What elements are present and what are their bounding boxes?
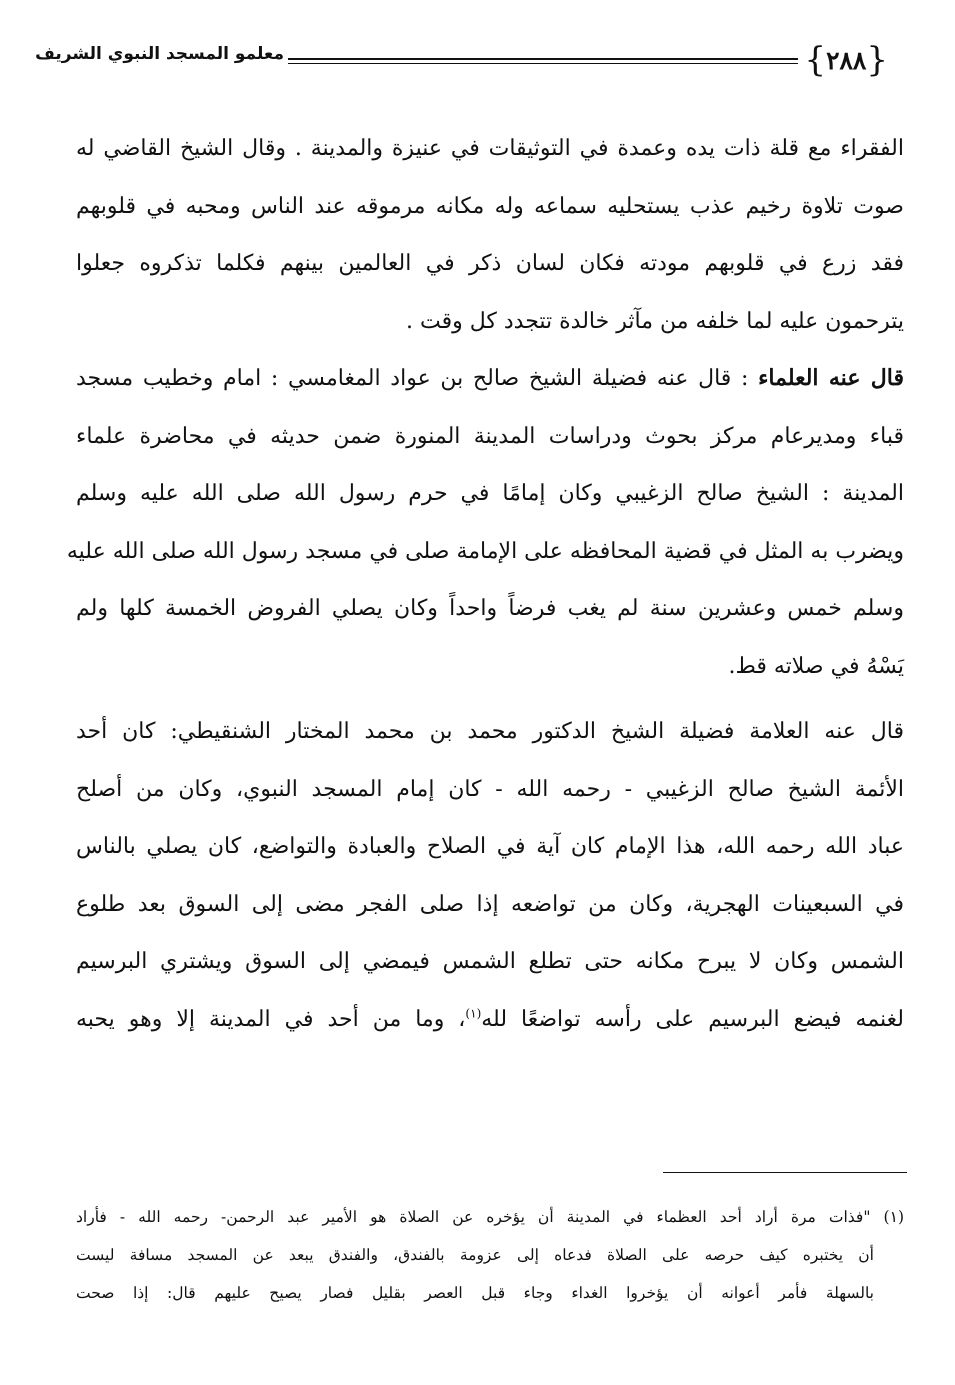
left-bracket-ornament: {: [866, 40, 888, 80]
text-span: : قال عنه فضيلة الشيخ صالح بن عواد المغامسي : امام وخطيب مسجد: [76, 366, 759, 391]
footnote-line: بالسهلة فأمر أعوانه أن يؤخروا الغداء وجاء قبل العصر بقليل فصار يصيح عليهم قال: إذا صحت: [76, 1284, 874, 1302]
footnote-separator: [663, 1172, 907, 1173]
footnote-line: [76, 1198, 904, 1236]
header-double-rule: [288, 58, 798, 60]
running-title: معلمو المسجد النبوي الشريف: [35, 44, 284, 64]
text-line: عباد الله رحمه الله، هذا الإمام كان آية في الصلاح والعبادة والتواضع، كان يصلي بالناس: [76, 834, 904, 859]
section-lead: قال عنه العلماء: [758, 365, 904, 391]
text-line: المدينة : الشيخ صالح الزغيبي وكان إمامًا في حرم رسول الله صلى الله عليه وسلم: [76, 481, 904, 506]
footnote-marker: (١): [883, 1208, 904, 1226]
text-line: يترحمون عليه لما خلفه من مآثر خالدة تتجدد كل وقت .: [406, 308, 904, 334]
text-line: الشمس وكان لا يبرح مكانه حتى تطلع الشمس فيمضي إلى السوق ويشتري البرسيم: [76, 949, 904, 974]
text-line: وسلم خمس وعشرين سنة لم يغب فرضاً واحداً وكان يصلي الفروض الخمسة كلها ولم: [76, 596, 904, 621]
footnotes: [76, 1198, 904, 1312]
text-line: قال عنه العلامة فضيلة الشيخ الدكتور محمد بن محمد المختار الشنقيطي: كان أحد: [76, 719, 904, 744]
text-span: لغنمه فيضع البرسيم على رأسه تواضعًا لله: [481, 1006, 904, 1032]
running-header: [35, 32, 900, 92]
page-number: ٢٨٨: [826, 45, 867, 75]
text-line: الأئمة الشيخ صالح الزغيبي - رحمه الله - كان إمام المسجد النبوي، وكان من أصلح: [76, 776, 904, 802]
main-text: [66, 120, 904, 1048]
text-line: يَسْهُ في صلاته قط.: [728, 653, 904, 679]
text-line: فقد زرع في قلوبهم مودته فكان لسان ذكر في العالمين بينهم فكلما تذكروه جعلوا: [76, 251, 904, 276]
footnote-reference[interactable]: (١): [465, 1006, 482, 1021]
text-line: صوت تلاوة رخيم عذب يستحليه سماعه وله مكانه مرموقه عند الناس ومحبه في قلوبهم: [76, 193, 904, 219]
text-line: الفقراء مع قلة ذات يده وعمدة في التوثيقات في عنيزة والمدينة . وقال الشيخ القاضي له: [76, 136, 904, 161]
paragraph-gap: [76, 695, 904, 703]
right-bracket-ornament: }: [804, 40, 827, 80]
text-line: في السبعينات الهجرية، وكان من تواضعه إذا صلى الفجر مضى إلى السوق بعد طلوع: [76, 891, 904, 917]
page-number-box: [792, 32, 900, 88]
text-line: ويضرب به المثل في قضية المحافظه على الإمامة صلى في مسجد رسول الله صلى الله عليه: [66, 538, 904, 564]
text-span: ، وما من أحد في المدينة إلا وهو يحبه: [76, 1006, 466, 1032]
footnote-line: أن يختبره كيف حرصه على الصلاة فدعاه إلى عزومة بالفندق، والفندق يبعد عن المسجد مسافة ليست: [76, 1246, 874, 1264]
text-line: [76, 350, 904, 408]
text-line: [76, 991, 904, 1049]
text-line: قباء ومديرعام مركز بحوث ودراسات المدينة المنورة ضمن حديثه في محاضرة علماء: [76, 423, 904, 449]
footnote-text: "فذات مرة أراد أحد العظماء في المدينة أن يؤخره عن الصلاة هو الأمير عبد الرحمن- رحمه الله - فأراد: [76, 1208, 871, 1226]
